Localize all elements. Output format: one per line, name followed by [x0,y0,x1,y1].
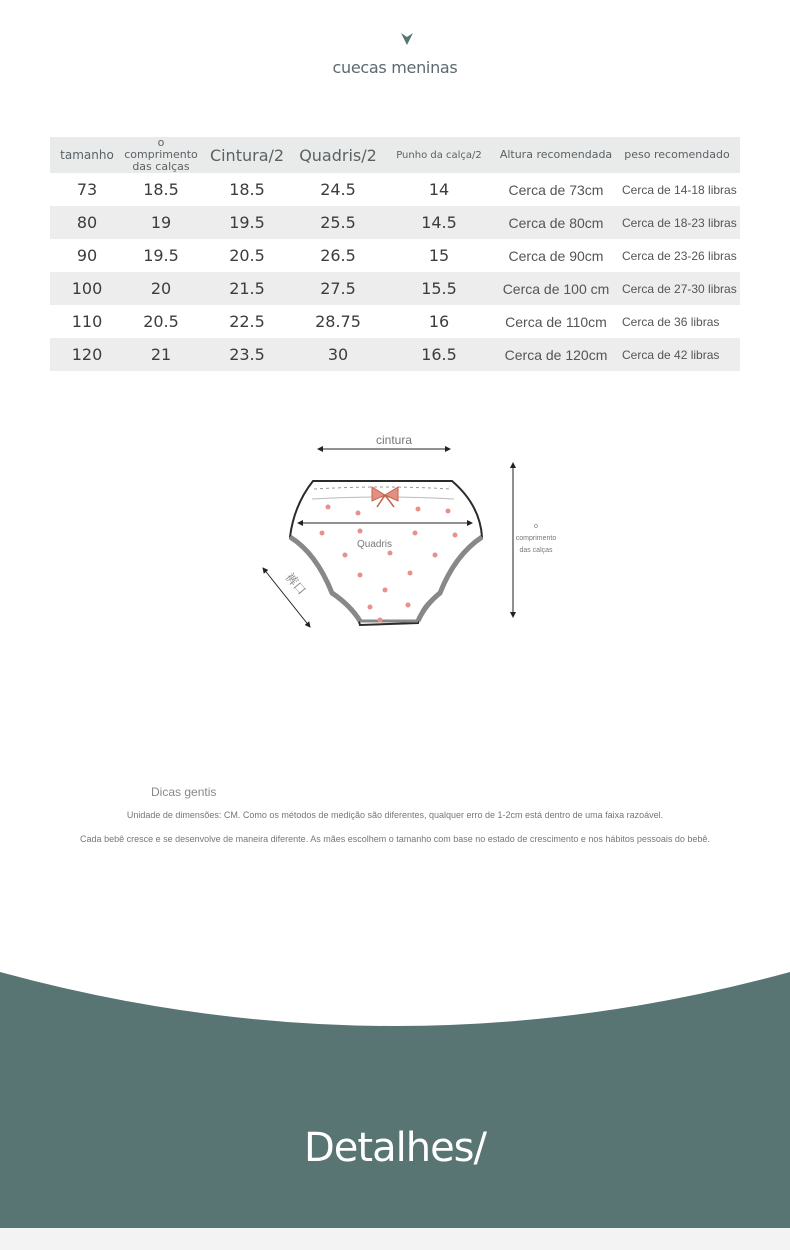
column-header-hip: Quadris/2 [296,137,380,173]
cell-height: Cerca de 90cm [508,247,604,264]
page-title: cuecas meninas [332,58,458,77]
table-header-row [50,137,740,173]
cell-cuff: 15 [428,246,450,265]
column-header-length: o comprimento das calças [124,136,198,173]
banner-title: Detalhes/ [304,1125,486,1171]
length-label-line: das calças [519,547,553,554]
cell-height: Cerca de 100 cm [498,272,614,305]
column-header-height: Altura recomendada [498,137,614,173]
details-banner [0,960,790,1228]
cell-cuff: 16 [428,312,450,331]
cell-weight: Cerca de 23-26 libras [622,248,737,263]
length-label-line: o [534,523,538,530]
cell-weight: Cerca de 36 libras [622,314,720,329]
cell-cuff: 14.5 [380,206,498,239]
cell-cuff: 14 [428,180,450,199]
cell-size: 73 [76,180,98,199]
cell-hip: 26.5 [320,246,356,265]
cell-weight: Cerca de 18-23 libras [614,206,740,239]
table-row [50,338,740,371]
underwear-illustration [250,425,550,640]
cell-height: Cerca de 110cm [505,313,607,330]
chevron-down-icon [400,32,414,46]
cell-length: 19 [124,206,198,239]
banner-background [0,960,790,1228]
length-label-line: comprimento [515,535,557,542]
cell-length: 20.5 [143,312,179,331]
cell-waist: 18.5 [229,180,265,199]
column-header-cuff: Punho da calça/2 [380,137,498,173]
cell-cuff: 16.5 [380,338,498,371]
cell-weight: Cerca de 27-30 libras [614,272,740,305]
cell-size: 120 [50,338,124,371]
cell-hip: 25.5 [296,206,380,239]
table-row [50,305,740,338]
cell-waist: 21.5 [198,272,296,305]
cell-hip: 27.5 [296,272,380,305]
table-row [50,272,740,305]
cell-hip: 28.75 [315,312,361,331]
cell-weight: Cerca de 14-18 libras [622,182,737,197]
cell-size: 80 [50,206,124,239]
tips-title: Dicas gentis [151,785,217,799]
cuff-label: 裤口 [282,570,309,598]
cell-size: 90 [76,246,98,265]
cell-length: 20 [124,272,198,305]
cell-cuff: 15.5 [380,272,498,305]
length-label [514,521,558,557]
cell-waist: 22.5 [229,312,265,331]
size-table [50,137,740,371]
cell-waist: 23.5 [198,338,296,371]
measurement-diagram [250,425,557,640]
tips-line: Unidade de dimensões: CM. Como os métodos de medição são diferentes, qualquer erro de 1-2cm está dentro de uma faixa razoável. [126,810,664,820]
column-header-waist: Cintura/2 [198,137,296,173]
cell-waist: 19.5 [198,206,296,239]
cell-weight: Cerca de 42 libras [614,338,740,371]
column-header-weight: peso recomendado [614,137,740,173]
table-row [50,173,740,206]
hip-label: Quadris [357,539,393,550]
cell-hip: 30 [296,338,380,371]
cell-size: 100 [50,272,124,305]
cell-height: Cerca de 120cm [498,338,614,371]
cell-waist: 20.5 [229,246,265,265]
cell-hip: 24.5 [320,180,356,199]
column-header-size: tamanho [50,137,124,173]
cell-length: 18.5 [143,180,179,199]
table-row [50,206,740,239]
table-row [50,239,740,272]
cell-length: 21 [124,338,198,371]
cell-height: Cerca de 80cm [498,206,614,239]
tips-line: Cada bebê cresce e se desenvolve de maneira diferente. As mães escolhem o tamanho com base no estado de crescimento e nos hábitos pessoais do bebê. [80,834,710,844]
waist-label: cintura [376,433,413,447]
cell-length: 19.5 [143,246,179,265]
cell-size: 110 [71,312,103,331]
cell-height: Cerca de 73cm [508,181,604,198]
footer-strip [0,1228,790,1250]
